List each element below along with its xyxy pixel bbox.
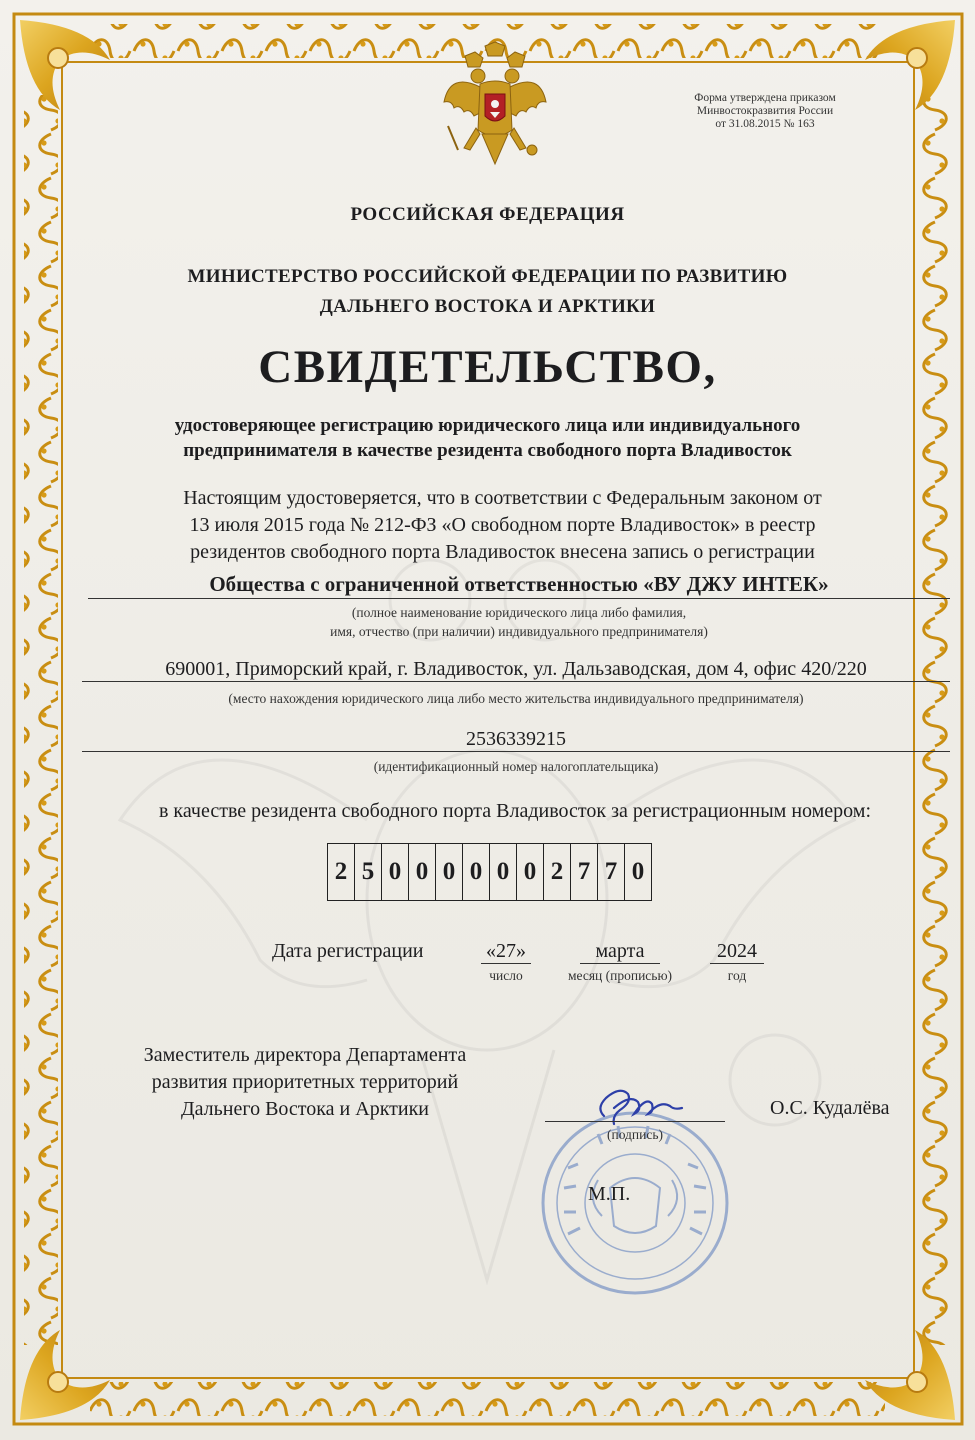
certificate-subtitle (80, 413, 895, 463)
registration-date-label: Дата регистрации (272, 940, 424, 962)
form-note-line: Форма утверждена приказом (694, 92, 836, 104)
entity-inn: 2536339215 (82, 728, 950, 752)
registration-digit: 2 (544, 844, 571, 900)
ministry-line: ДАЛЬНЕГО ВОСТОКА И АРКТИКИ (319, 296, 656, 317)
position-line: Заместитель директора Департамента (143, 1044, 467, 1066)
certification-text (80, 485, 925, 566)
position-line: развития приоритетных территорий (151, 1071, 459, 1093)
registration-year: 2024 (710, 940, 764, 964)
caption-line: имя, отчество (при наличии) индивидуального предпринимателя) (330, 624, 708, 639)
registration-digit: 5 (355, 844, 382, 900)
caption-line: (полное наименование юридического лица либо фамилия, (351, 605, 687, 620)
body-line: резидентов свободного порта Владивосток внесена запись о регистрации (190, 541, 815, 563)
signer-name: О.С. Кудалёва (770, 1097, 890, 1119)
year-caption: год (727, 968, 747, 983)
registration-digit: 0 (490, 844, 517, 900)
handwritten-signature (590, 1080, 690, 1130)
registration-digit: 0 (409, 844, 436, 900)
registration-digit: 0 (382, 844, 409, 900)
registration-digit: 2 (328, 844, 355, 900)
entity-name-caption (88, 603, 950, 641)
entity-address: 690001, Приморский край, г. Владивосток, ул. Дальзаводская, дом 4, офис 420/220 (82, 658, 950, 682)
ministry-heading (60, 262, 915, 322)
form-note-line: Минвостокразвития России (696, 105, 834, 117)
seal-place-label: М.П. (588, 1183, 631, 1205)
subtitle-line: предпринимателя в качестве резидента свободного порта Владивосток (183, 440, 792, 461)
body-line: 13 июля 2015 года № 212-ФЗ «О свободном порте Владивосток» в реестр (189, 514, 816, 536)
signature-line (545, 1121, 725, 1122)
coat-of-arms-icon (440, 42, 550, 170)
entity-address-caption: (место нахождения юридического лица либо место жительства индивидуального предпринимателя) (228, 691, 804, 706)
form-approval-note (660, 92, 870, 131)
registration-digit: 0 (436, 844, 463, 900)
registration-intro: в качестве резидента свободного порта Владивосток за регистрационным номером: (158, 800, 872, 822)
registration-day: «27» (481, 940, 531, 964)
registration-digit: 0 (517, 844, 544, 900)
entity-name: Общества с ограниченной ответственностью «ВУ ДЖУ ИНТЕК» (88, 572, 950, 599)
registration-month: марта (580, 940, 660, 964)
ministry-line: МИНИСТЕРСТВО РОССИЙСКОЙ ФЕДЕРАЦИИ ПО РАЗВИТИЮ (187, 266, 788, 287)
month-caption: месяц (прописью) (567, 968, 673, 983)
official-position (80, 1042, 530, 1123)
registration-digit: 7 (598, 844, 625, 900)
registration-digit: 0 (631, 858, 645, 885)
country-heading: РОССИЙСКАЯ ФЕДЕРАЦИЯ (350, 204, 625, 225)
position-line: Дальнего Востока и Арктики (180, 1098, 430, 1120)
entity-inn-caption: (идентификационный номер налогоплательщика) (373, 759, 659, 774)
registration-digit: 7 (571, 844, 598, 900)
registration-number (327, 843, 652, 901)
form-note-line: от 31.08.2015 № 163 (715, 118, 815, 130)
registration-digit: 0 (463, 844, 490, 900)
certificate-title: СВИДЕТЕЛЬСТВО, (258, 341, 717, 393)
day-caption: число (489, 968, 523, 983)
body-line: Настоящим удостоверяется, что в соответствии с Федеральным законом от (183, 487, 822, 509)
signature-caption: (подпись) (606, 1127, 664, 1142)
subtitle-line: удостоверяющее регистрацию юридического лица или индивидуального (174, 415, 801, 436)
